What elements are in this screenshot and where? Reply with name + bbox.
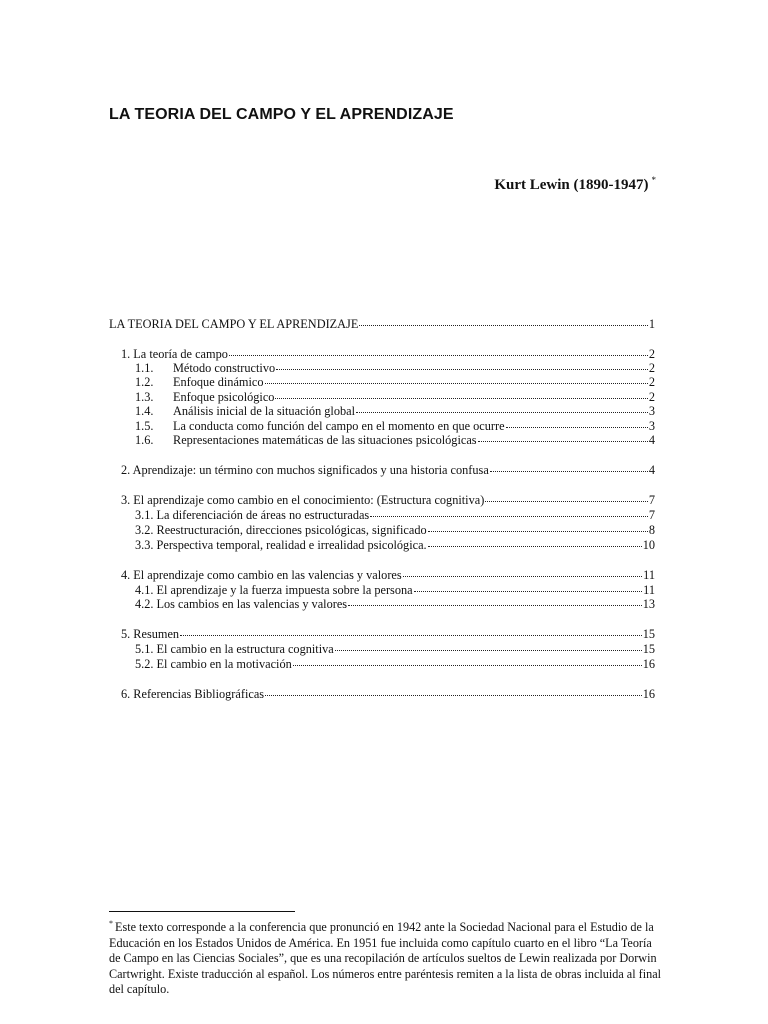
footnote-rule <box>109 911 295 912</box>
toc-entry-text: 5.1. El cambio en la estructura cognitiva <box>135 642 334 656</box>
toc-entry[interactable] <box>135 642 655 657</box>
toc-entry[interactable] <box>135 538 655 553</box>
toc-entry-page: 2 <box>648 375 655 389</box>
toc-entry[interactable] <box>121 568 655 583</box>
toc-leader <box>490 471 648 472</box>
toc-entry[interactable] <box>121 347 655 362</box>
toc-entry-page: 2 <box>648 361 655 375</box>
toc-entry-page: 13 <box>642 597 655 611</box>
toc-entry-text: 4.2. Los cambios en las valencias y valores <box>135 597 348 611</box>
toc-entry[interactable] <box>135 657 655 672</box>
toc-entry[interactable] <box>121 493 655 508</box>
toc-leader <box>276 369 648 370</box>
toc-leader <box>478 441 648 442</box>
toc-entry[interactable] <box>121 687 655 702</box>
toc-leader <box>356 412 648 413</box>
toc-entry-page: 15 <box>642 642 655 656</box>
toc-entry-number: 1.3. <box>135 390 154 404</box>
toc-entry-page: 1 <box>648 317 655 331</box>
toc-entry[interactable] <box>109 317 655 332</box>
toc-entry-page: 16 <box>642 657 655 671</box>
toc-entry-number: 1.2. <box>135 375 154 389</box>
toc-entry-text: 3. El aprendizaje como cambio en el conocimiento: (Estructura cognitiva) <box>121 493 485 507</box>
toc-entry[interactable] <box>135 508 655 523</box>
toc-entry-text: 3.2. Reestructuración, direcciones psicológicas, significado <box>135 523 427 537</box>
toc-leader <box>485 501 648 502</box>
author-footnote-mark: * <box>651 175 656 185</box>
toc-entry-page: 2 <box>648 390 655 404</box>
document-title: LA TEORIA DEL CAMPO Y EL APRENDIZAJE <box>109 106 454 123</box>
toc-leader <box>359 325 647 326</box>
toc-entry-text: 2. Aprendizaje: un término con muchos significados y una historia confusa <box>121 463 489 477</box>
toc-entry[interactable] <box>121 627 655 642</box>
toc-entry-text: LA TEORIA DEL CAMPO Y EL APRENDIZAJE <box>109 317 359 331</box>
toc-entry-text: 4.1. El aprendizaje y la fuerza impuesta sobre la persona <box>135 583 413 597</box>
toc-entry[interactable] <box>135 597 655 612</box>
toc-entry-number: 1.5. <box>135 419 154 433</box>
toc-leader <box>370 516 648 517</box>
toc-entry[interactable] <box>135 419 655 434</box>
toc-entry[interactable] <box>135 433 655 448</box>
toc-entry-page: 8 <box>648 523 655 537</box>
footnote <box>109 916 661 998</box>
toc-entry-text: La conducta como función del campo en el momento en que ocurre <box>173 419 505 433</box>
toc-entry-text: Enfoque dinámico <box>173 375 264 389</box>
toc-entry-text: 3.3. Perspectiva temporal, realidad e irrealidad psicológica. <box>135 538 427 552</box>
toc-leader <box>293 665 642 666</box>
toc-entry-text: 6. Referencias Bibliográficas <box>121 687 265 701</box>
toc-leader <box>275 398 647 399</box>
toc-leader <box>335 650 642 651</box>
toc-entry-number: 1.4. <box>135 404 154 418</box>
toc-entry-text: Análisis inicial de la situación global <box>173 404 356 418</box>
toc-entry-number: 1.1. <box>135 361 154 375</box>
toc-leader <box>506 427 648 428</box>
toc-leader <box>428 546 642 547</box>
author-name: Kurt Lewin (1890-1947) <box>494 177 649 193</box>
toc-entry[interactable] <box>135 375 655 390</box>
toc-entry[interactable] <box>135 390 655 405</box>
toc-entry-page: 3 <box>648 404 655 418</box>
toc-entry-number: 1.6. <box>135 433 154 447</box>
toc-leader <box>265 695 642 696</box>
toc-leader <box>265 383 648 384</box>
toc-entry-page: 11 <box>643 583 655 597</box>
toc-entry-page: 3 <box>648 419 655 433</box>
toc-entry-page: 10 <box>642 538 655 552</box>
toc-entry-text: 3.1. La diferenciación de áreas no estructuradas <box>135 508 370 522</box>
toc-leader <box>348 605 642 606</box>
toc-entry-page: 15 <box>642 627 655 641</box>
toc-entry-text: 4. El aprendizaje como cambio en las valencias y valores <box>121 568 402 582</box>
toc-entry[interactable] <box>135 583 655 598</box>
toc-entry-page: 2 <box>648 347 655 361</box>
toc-entry-page: 7 <box>648 508 655 522</box>
toc-leader <box>414 591 643 592</box>
toc-leader <box>180 635 642 636</box>
footnote-text: Este texto corresponde a la conferencia que pronunció en 1942 ante la Sociedad Nacional para el Estudio de la Educación en los Estados Unidos de América. En 1951 fue incluida como capítulo cuarto en el libro “La Teoría de Campo en las Ciencias Sociales”, que es una recopilación de artículos sueltos de Lewin realizada por Dorwin Cartwright. Existe traducción al español. Los números entre paréntesis remiten a la lista de obras incluida al final del capítulo. <box>109 920 661 997</box>
toc-entry-page: 11 <box>643 568 655 582</box>
toc-entry-text: 5. Resumen <box>121 627 180 641</box>
toc-entry[interactable] <box>121 463 655 478</box>
toc-entry-page: 16 <box>642 687 655 701</box>
toc-entry-text: 1. La teoría de campo <box>121 347 228 361</box>
toc-entry-text: Representaciones matemáticas de las situaciones psicológicas <box>173 433 477 447</box>
toc-entry[interactable] <box>135 361 655 376</box>
toc-leader <box>403 576 642 577</box>
toc-entry-page: 7 <box>648 493 655 507</box>
author-line <box>494 175 656 194</box>
toc-leader <box>229 355 648 356</box>
toc-entry-text: Enfoque psicológico <box>173 390 275 404</box>
toc-entry-text: Método constructivo <box>173 361 276 375</box>
toc-entry-page: 4 <box>648 463 655 477</box>
toc-entry-text: 5.2. El cambio en la motivación <box>135 657 292 671</box>
toc-entry[interactable] <box>135 404 655 419</box>
toc-leader <box>428 531 648 532</box>
toc-entry-page: 4 <box>648 433 655 447</box>
toc-entry[interactable] <box>135 523 655 538</box>
footnote-mark: * <box>109 919 113 928</box>
